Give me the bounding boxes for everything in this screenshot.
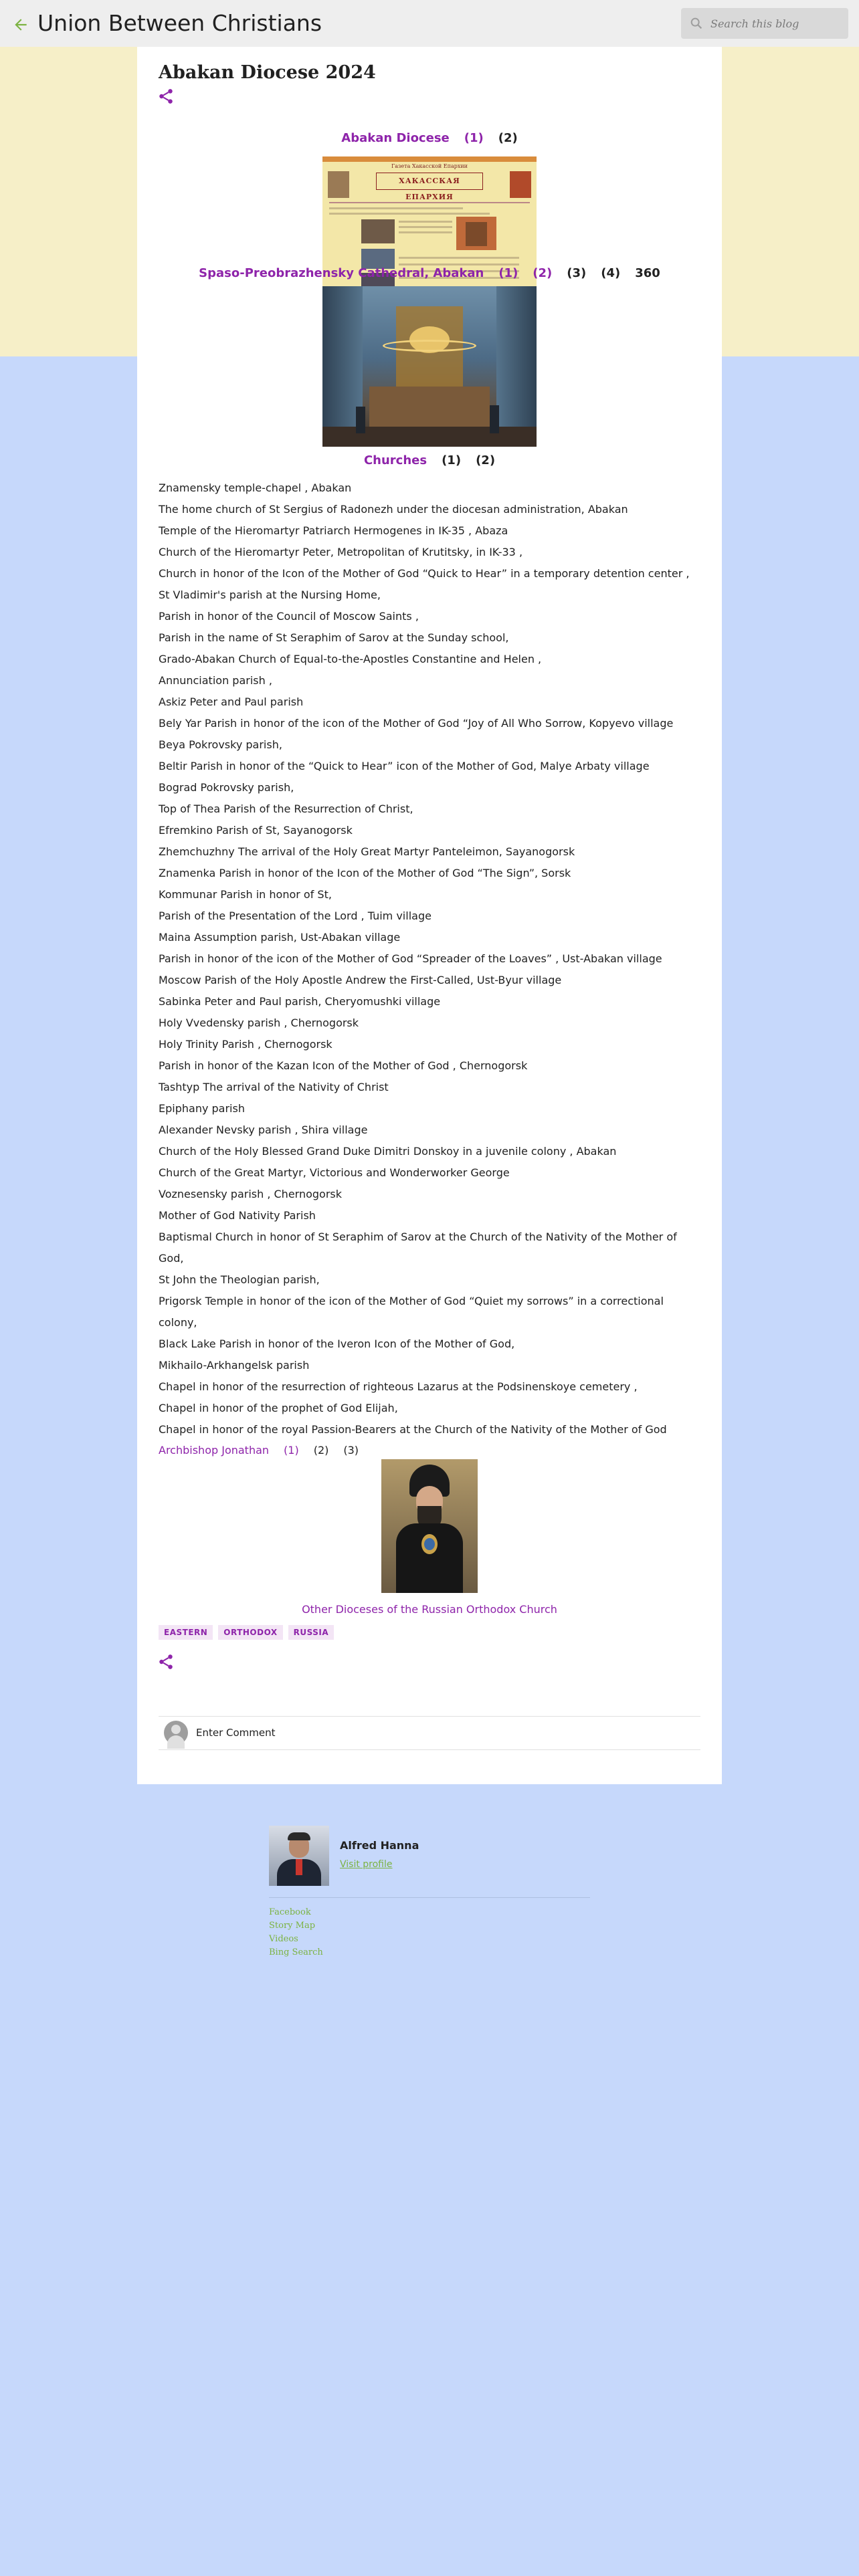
post-labels — [159, 1625, 334, 1640]
author-name: Alfred Hanna — [340, 1839, 419, 1852]
comment-divider-bottom — [159, 1749, 700, 1750]
parish-item: Black Lake Parish in honor of the Iveron Icon of the Mother of God, — [159, 1337, 515, 1350]
cathedral-link-1[interactable]: (1) — [498, 266, 518, 280]
other-dioceses-row — [137, 1600, 722, 1620]
search-icon[interactable] — [689, 16, 704, 31]
cathedral-link-2[interactable]: (2) — [533, 266, 553, 280]
churches-headline — [137, 451, 722, 470]
parish-item: Beltir Parish in honor of the “Quick to Hear” icon of the Mother of God, Malye Arbaty village — [159, 760, 650, 772]
cathedral-interior-image — [322, 286, 537, 447]
parish-item: Chapel in honor of the resurrection of righteous Lazarus at the Podsinenskoye cemetery , — [159, 1380, 638, 1393]
parish-item: Temple of the Hieromartyr Patriarch Hermogenes in IK-35 , Abaza — [159, 524, 508, 537]
parish-item: Church of the Holy Blessed Grand Duke Dimitri Donskoy in a juvenile colony , Abakan — [159, 1145, 617, 1158]
parish-item: Annunciation parish , — [159, 674, 272, 687]
churches-ref-1: (1) — [442, 453, 462, 467]
label-orthodox[interactable]: ORTHODOX — [218, 1625, 282, 1640]
search-input[interactable] — [710, 13, 842, 33]
parish-item: St Vladimir's parish at the Nursing Home, — [159, 588, 381, 601]
footer-links — [269, 1906, 323, 1959]
archbishop-title-link[interactable]: Archbishop Jonathan — [159, 1444, 270, 1457]
post-card — [137, 47, 722, 1784]
other-dioceses-link[interactable]: Other Dioceses of the Russian Orthodox Church — [302, 1603, 557, 1616]
parish-item: Alexander Nevsky parish , Shira village — [159, 1123, 368, 1136]
newspaper-header-text: Газета Хакасской Епархии — [391, 163, 468, 169]
parish-item: Grado-Abakan Church of Equal-to-the-Apostles Constantine and Helen , — [159, 653, 542, 665]
cathedral-title-link[interactable]: Spaso-Preobrazhensky Cathedral, Abakan — [199, 266, 484, 280]
author-avatar[interactable] — [269, 1826, 329, 1886]
newspaper-masthead: ХАКАССКАЯ ЕПАРХИЯ — [376, 173, 483, 190]
archbishop-ref-2: (2) — [313, 1444, 329, 1457]
parish-item: The home church of St Sergius of Radonezh under the diocesan administration, Abakan — [159, 503, 628, 516]
label-russia[interactable]: RUSSIA — [288, 1625, 334, 1640]
archbishop-row — [159, 1440, 359, 1461]
parish-item: Church in honor of the Icon of the Mother of God “Quick to Hear” in a temporary detention center , — [159, 567, 690, 580]
diocese-title-link[interactable]: Abakan Diocese — [341, 131, 450, 145]
parish-item: Mikhailo-Arkhangelsk parish — [159, 1359, 310, 1372]
parish-item: Holy Trinity Parish , Chernogorsk — [159, 1038, 332, 1051]
diocese-headline — [137, 129, 722, 148]
archbishop-ref-3: (3) — [343, 1444, 359, 1457]
blog-title[interactable]: Union Between Christians — [37, 10, 322, 36]
cathedral-headline — [137, 264, 722, 283]
parish-item: Efremkino Parish of St, Sayanogorsk — [159, 824, 353, 837]
search-box[interactable] — [681, 8, 848, 39]
cathedral-ref-4: (4) — [601, 266, 621, 280]
diocese-link-1[interactable]: (1) — [464, 131, 484, 145]
parish-item: Top of Thea Parish of the Resurrection of Christ, — [159, 802, 413, 815]
share-icon[interactable] — [157, 88, 175, 105]
parish-item: Baptismal Church in honor of St Seraphim of Sarov at the Church of the Nativity of the Mother of God, — [159, 1230, 677, 1265]
comment-divider-top — [159, 1716, 700, 1717]
parish-item: Holy Vvedensky parish , Chernogorsk — [159, 1016, 359, 1029]
diocese-ref-2: (2) — [498, 131, 518, 145]
parish-item: Chapel in honor of the royal Passion-Bearers at the Church of the Nativity of the Mother of God — [159, 1423, 667, 1436]
label-eastern[interactable]: EASTERN — [159, 1625, 213, 1640]
parish-item: Parish in the name of St Seraphim of Sarov at the Sunday school, — [159, 631, 509, 644]
parish-item: Prigorsk Temple in honor of the icon of the Mother of God “Quiet my sorrows” in a correctional colony, — [159, 1295, 664, 1329]
churches-ref-2: (2) — [476, 453, 496, 467]
parish-list — [159, 477, 700, 1440]
parish-item: Sabinka Peter and Paul parish, Cheryomushki village — [159, 995, 441, 1008]
back-arrow-icon[interactable] — [12, 15, 29, 35]
footer-link-story-map[interactable]: Story Map — [269, 1921, 316, 1931]
parish-item: Epiphany parish — [159, 1102, 245, 1115]
parish-item: Parish of the Presentation of the Lord , Tuim village — [159, 909, 432, 922]
footer-link-videos[interactable]: Videos — [269, 1934, 298, 1944]
parish-item: Church of the Great Martyr, Victorious and Wonderworker George — [159, 1166, 510, 1179]
profile-divider — [269, 1897, 590, 1898]
cathedral-ref-360: 360 — [635, 266, 660, 280]
comment-input-placeholder[interactable]: Enter Comment — [196, 1727, 276, 1739]
blog-header — [0, 0, 859, 47]
parish-item: St John the Theologian parish, — [159, 1273, 320, 1286]
visit-profile-link[interactable]: Visit profile — [340, 1859, 393, 1870]
parish-item: Mother of God Nativity Parish — [159, 1209, 316, 1222]
footer-link-facebook[interactable]: Facebook — [269, 1907, 311, 1917]
parish-item: Maina Assumption parish, Ust-Abakan village — [159, 931, 401, 944]
archbishop-link-1[interactable]: (1) — [284, 1444, 299, 1457]
parish-item: Moscow Parish of the Holy Apostle Andrew the First-Called, Ust-Byur village — [159, 974, 562, 986]
comment-entry[interactable] — [164, 1719, 276, 1746]
parish-item: Voznesensky parish , Chernogorsk — [159, 1188, 343, 1200]
post-title: Abakan Diocese 2024 — [159, 62, 376, 83]
parish-item: Znamensky temple-chapel , Abakan — [159, 481, 352, 494]
commenter-avatar-icon — [164, 1721, 188, 1745]
parish-item: Parish in honor of the Council of Moscow Saints , — [159, 610, 419, 623]
cathedral-ref-3: (3) — [567, 266, 587, 280]
parish-item: Parish in honor of the Kazan Icon of the Mother of God , Chernogorsk — [159, 1059, 528, 1072]
parish-item: Church of the Hieromartyr Peter, Metropolitan of Krutitsky, in IK-33 , — [159, 546, 523, 558]
archbishop-portrait-image — [381, 1459, 478, 1593]
parish-item: Zhemchuzhny The arrival of the Holy Great Martyr Panteleimon, Sayanogorsk — [159, 845, 575, 858]
parish-item: Askiz Peter and Paul parish — [159, 695, 304, 708]
parish-item: Znamenka Parish in honor of the Icon of the Mother of God “The Sign”, Sorsk — [159, 867, 571, 879]
share-icon-bottom[interactable] — [157, 1653, 175, 1671]
parish-item: Parish in honor of the icon of the Mother of God “Spreader of the Loaves” , Ust-Abakan village — [159, 952, 662, 965]
footer-link-bing-search[interactable]: Bing Search — [269, 1947, 323, 1957]
parish-item: Tashtyp The arrival of the Nativity of Christ — [159, 1081, 389, 1093]
parish-item: Chapel in honor of the prophet of God Elijah, — [159, 1402, 398, 1414]
parish-item: Bograd Pokrovsky parish, — [159, 781, 294, 794]
churches-title-link[interactable]: Churches — [363, 453, 427, 467]
parish-item: Bely Yar Parish in honor of the icon of the Mother of God “Joy of All Who Sorrow, Kopyevo village — [159, 717, 674, 730]
parish-item: Kommunar Parish in honor of St, — [159, 888, 332, 901]
parish-item: Beya Pokrovsky parish, — [159, 738, 282, 751]
